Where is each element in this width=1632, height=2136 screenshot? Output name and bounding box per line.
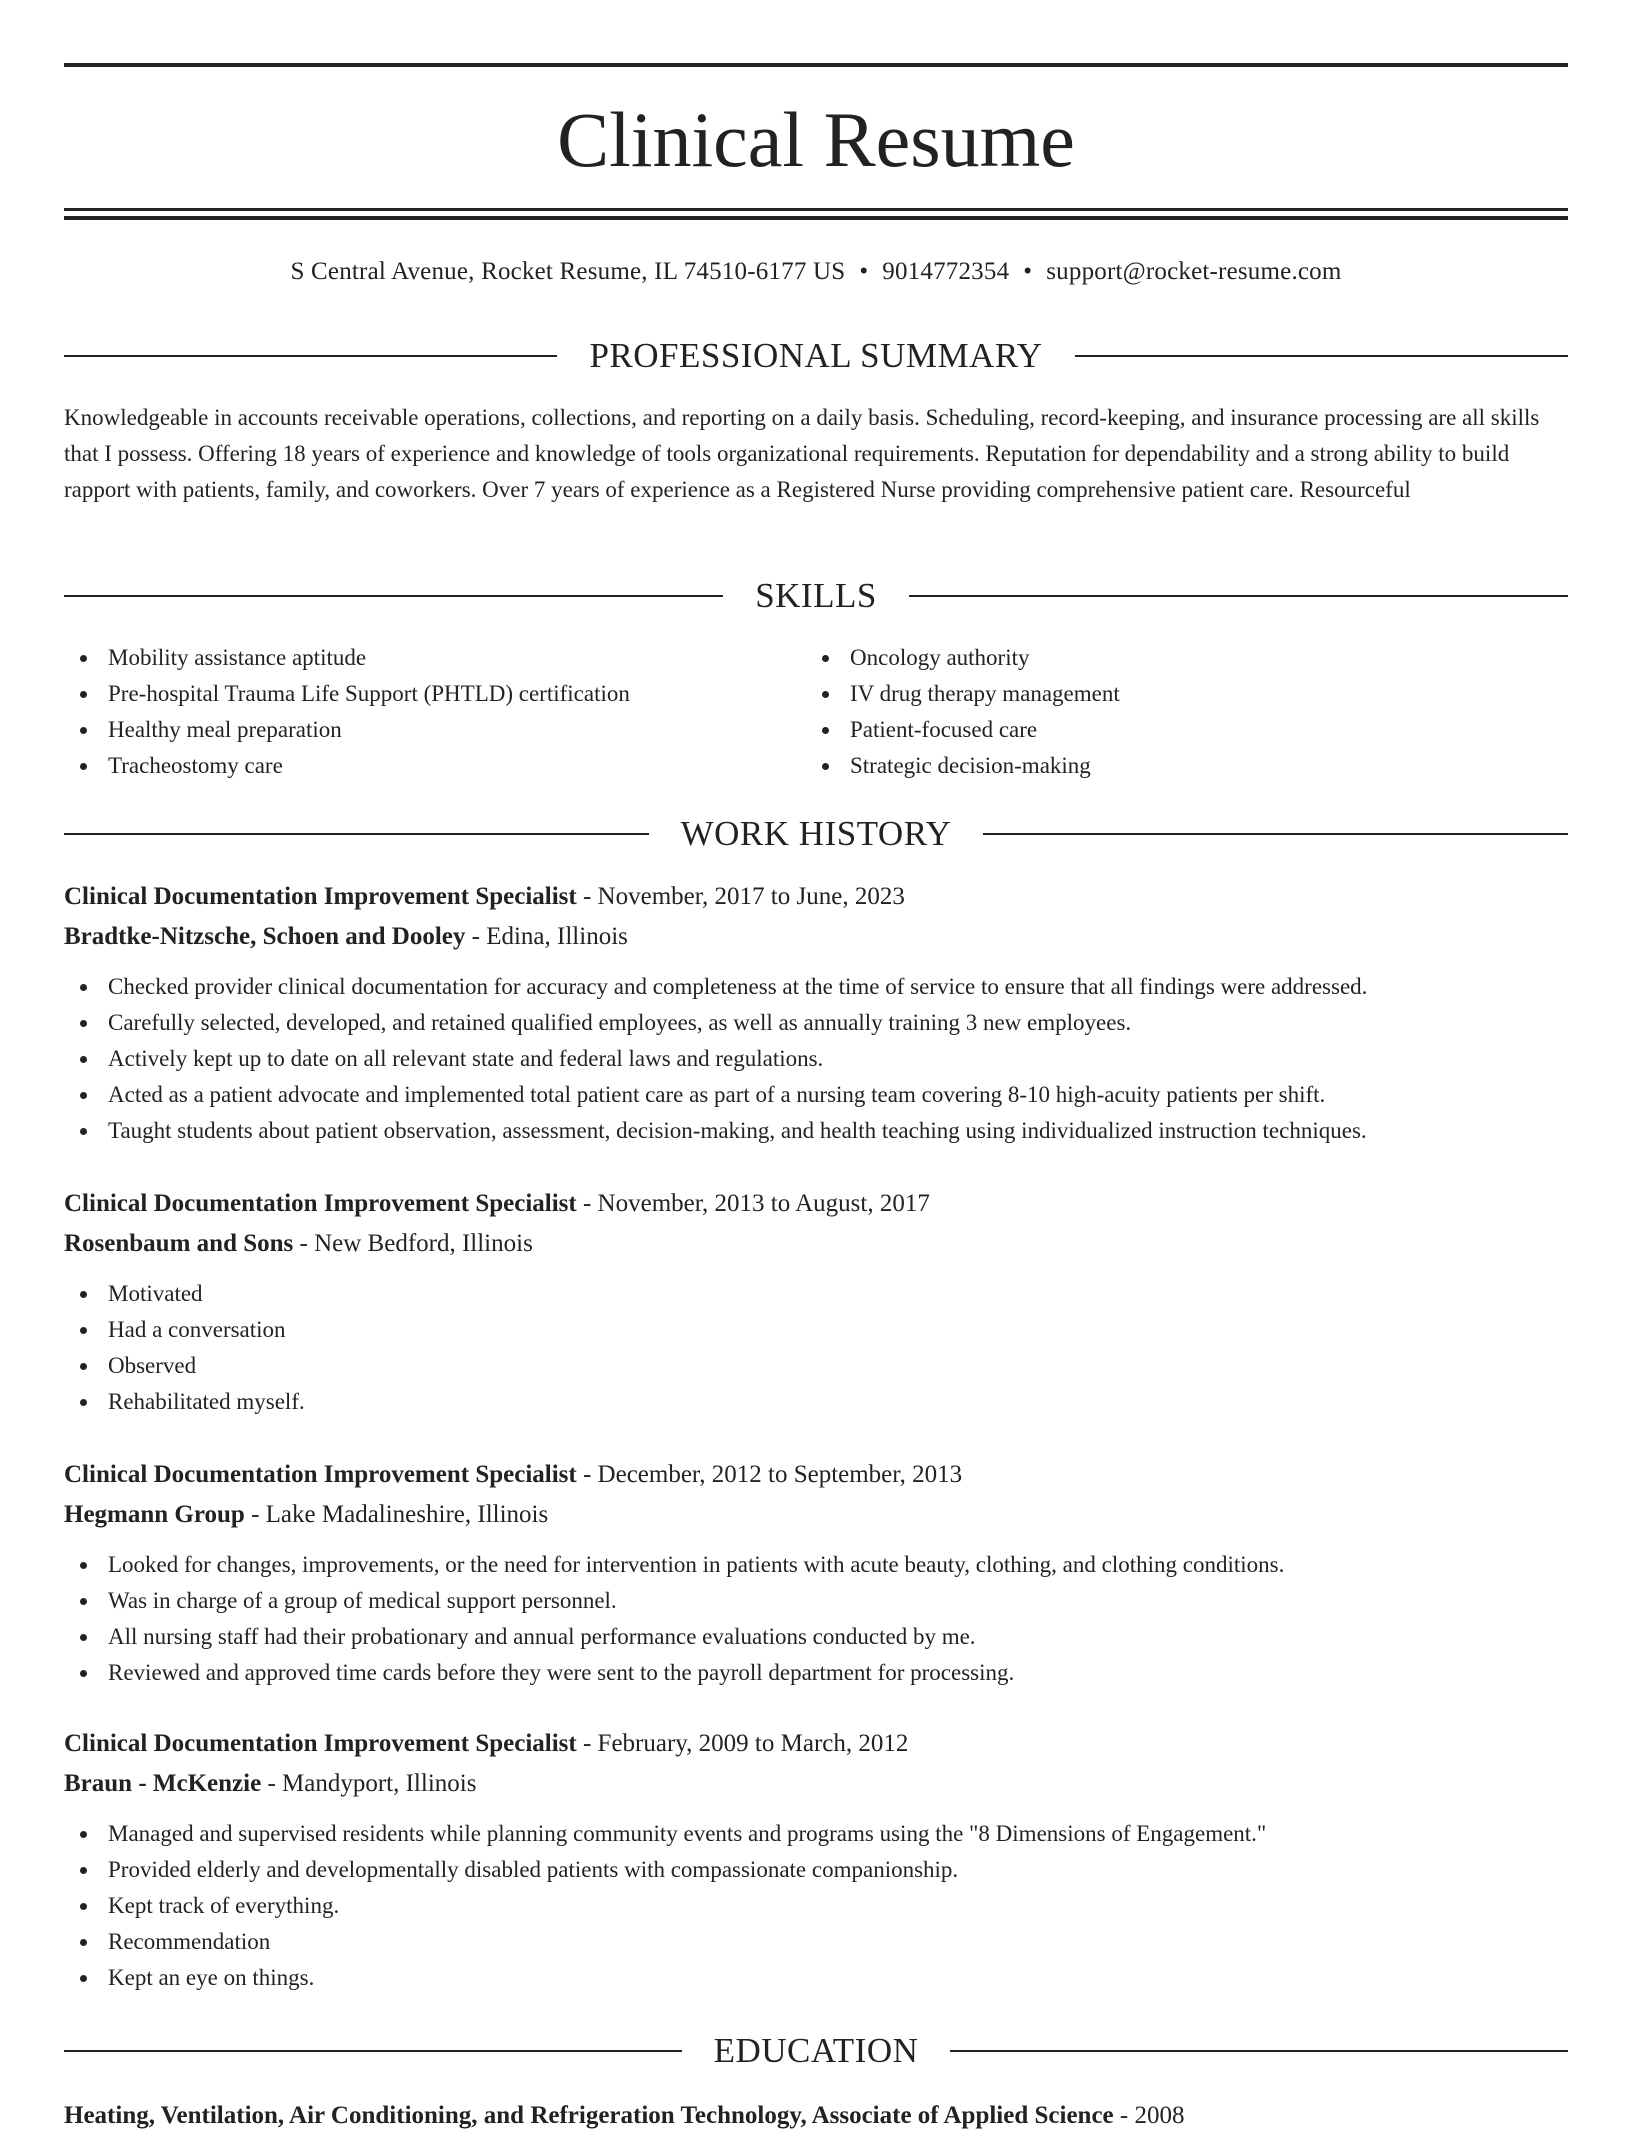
list-item: Recommendation xyxy=(64,1924,1568,1960)
job-company: Braun - McKenzie xyxy=(64,1770,262,1797)
job-duties xyxy=(64,1276,1568,1420)
section-title: WORK HISTORY xyxy=(680,814,952,853)
contact-address: S Central Avenue, Rocket Resume, IL 74510-6177 US xyxy=(290,258,846,285)
list-item: Acted as a patient advocate and implemented total patient care as part of a nursing team covering 8-10 high-acuity patients per shift. xyxy=(64,1077,1568,1113)
job-company-line xyxy=(64,1764,1568,1804)
resume-page xyxy=(64,0,1568,2129)
list-item: Had a conversation xyxy=(64,1312,1568,1348)
skills-list-left xyxy=(64,640,630,784)
job-title: Clinical Documentation Improvement Specialist xyxy=(64,1461,577,1488)
list-item: Managed and supervised residents while planning community events and programs using the "8 Dimensions of Engagement." xyxy=(64,1816,1568,1852)
list-item: Observed xyxy=(64,1348,1568,1384)
job-entry xyxy=(64,1724,1568,1996)
title-double-rule xyxy=(64,208,1568,220)
top-rule xyxy=(64,63,1568,67)
skill-item: Oncology authority xyxy=(806,640,1120,676)
list-item: Kept track of everything. xyxy=(64,1888,1568,1924)
job-location: - Lake Madalineshire, Illinois xyxy=(244,1501,549,1528)
list-item: Actively kept up to date on all relevant state and federal laws and regulations. xyxy=(64,1041,1568,1077)
education-year: - 2008 xyxy=(1113,2102,1185,2129)
contact-separator: • xyxy=(1023,258,1033,285)
job-company-line xyxy=(64,917,1568,957)
job-title: Clinical Documentation Improvement Specialist xyxy=(64,883,577,910)
resume-title: Clinical Resume xyxy=(557,96,1075,183)
section-rule xyxy=(64,2050,682,2052)
section-title: SKILLS xyxy=(755,576,877,615)
section-rule xyxy=(64,355,557,357)
list-item: Carefully selected, developed, and retained qualified employees, as well as annually training 3 new employees. xyxy=(64,1005,1568,1041)
list-item: Checked provider clinical documentation for accuracy and completeness at the time of service to ensure that all findings were addressed. xyxy=(64,969,1568,1005)
section-rule xyxy=(950,2050,1568,2052)
summary-text: Knowledgeable in accounts receivable operations, collections, and reporting on a daily basis. Scheduling, record-keeping, and insurance processing are all skills that I possess. Offering 18 years of experience and knowledge of tools organizational requirements. Reputation for dependability and a strong ability to build rapport with patients, family, and coworkers. Over 7 years of experience as a Registered Nurse providing comprehensive patient care. Resourceful xyxy=(64,405,1540,502)
education-degree: Heating, Ventilation, Air Conditioning, and Refrigeration Technology, Associate of Applied Science xyxy=(64,2102,1114,2129)
skill-item: Healthy meal preparation xyxy=(64,712,630,748)
job-title-line xyxy=(64,1455,1568,1495)
list-item: All nursing staff had their probationary and annual performance evaluations conducted by me. xyxy=(64,1619,1568,1655)
list-item: Kept an eye on things. xyxy=(64,1960,1568,1996)
list-item: Looked for changes, improvements, or the need for intervention in patients with acute beauty, clothing, and clothing conditions. xyxy=(64,1547,1568,1583)
skill-item: Strategic decision-making xyxy=(806,748,1120,784)
job-company: Hegmann Group xyxy=(64,1501,245,1528)
contact-separator: • xyxy=(859,258,869,285)
section-header-work-history xyxy=(64,812,1568,856)
job-entry xyxy=(64,1184,1568,1420)
job-company: Rosenbaum and Sons xyxy=(64,1230,294,1257)
section-header-education xyxy=(64,2029,1568,2073)
section-rule xyxy=(64,833,649,835)
list-item: Rehabilitated myself. xyxy=(64,1384,1568,1420)
skill-item: Pre-hospital Trauma Life Support (PHTLD) certification xyxy=(64,676,630,712)
job-entry xyxy=(64,1455,1568,1691)
job-entry xyxy=(64,877,1568,1149)
job-dates: - November, 2013 to August, 2017 xyxy=(576,1190,930,1217)
job-dates: - December, 2012 to September, 2013 xyxy=(576,1461,963,1488)
list-item: Provided elderly and developmentally disabled patients with compassionate companionship. xyxy=(64,1852,1568,1888)
job-dates: - November, 2017 to June, 2023 xyxy=(576,883,905,910)
job-dates: - February, 2009 to March, 2012 xyxy=(576,1730,909,1757)
job-duties xyxy=(64,1816,1568,1996)
job-title-line xyxy=(64,1184,1568,1224)
job-title-line xyxy=(64,877,1568,917)
list-item: Reviewed and approved time cards before they were sent to the payroll department for processing. xyxy=(64,1655,1568,1691)
list-item: Taught students about patient observation, assessment, decision-making, and health teaching using individualized instruction techniques. xyxy=(64,1113,1568,1149)
job-company-line xyxy=(64,1495,1568,1535)
skill-item: IV drug therapy management xyxy=(806,676,1120,712)
job-location: - Edina, Illinois xyxy=(465,923,628,950)
section-rule xyxy=(1075,355,1568,357)
job-title-line xyxy=(64,1724,1568,1764)
skill-item: Tracheostomy care xyxy=(64,748,630,784)
job-title: Clinical Documentation Improvement Specialist xyxy=(64,1190,577,1217)
contact-email: support@rocket-resume.com xyxy=(1046,258,1342,285)
job-duties xyxy=(64,1547,1568,1691)
section-title: EDUCATION xyxy=(713,2031,919,2070)
section-header-summary xyxy=(64,334,1568,378)
skill-item: Mobility assistance aptitude xyxy=(64,640,630,676)
section-rule xyxy=(983,833,1568,835)
skills-list-right xyxy=(806,640,1120,784)
list-item: Was in charge of a group of medical support personnel. xyxy=(64,1583,1568,1619)
section-rule xyxy=(64,595,723,597)
education-entry xyxy=(64,2096,1568,2136)
job-duties xyxy=(64,969,1568,1149)
job-title: Clinical Documentation Improvement Specialist xyxy=(64,1730,577,1757)
contact-phone: 9014772354 xyxy=(882,258,1010,285)
job-location: - New Bedford, Illinois xyxy=(293,1230,533,1257)
job-company-line xyxy=(64,1224,1568,1264)
list-item: Motivated xyxy=(64,1276,1568,1312)
job-location: - Mandyport, Illinois xyxy=(261,1770,477,1797)
section-header-skills xyxy=(64,574,1568,618)
section-title: PROFESSIONAL SUMMARY xyxy=(589,336,1043,375)
job-company: Bradtke-Nitzsche, Schoen and Dooley xyxy=(64,923,466,950)
section-rule xyxy=(909,595,1568,597)
skill-item: Patient-focused care xyxy=(806,712,1120,748)
contact-line xyxy=(64,255,1568,289)
